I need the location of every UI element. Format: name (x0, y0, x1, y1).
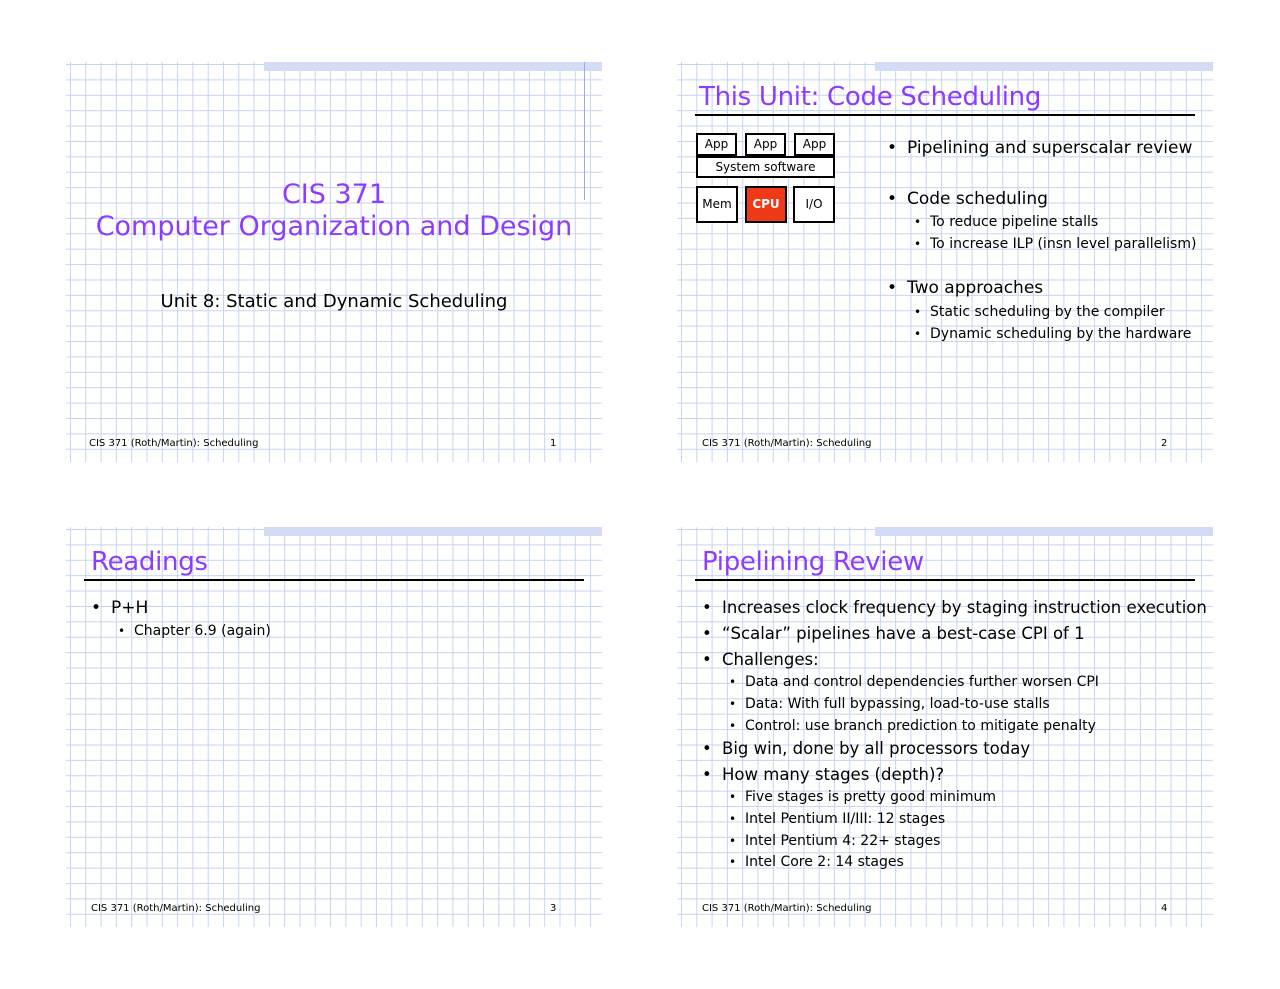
sub-bullet-item: • Dynamic scheduling by the hardware (930, 325, 1191, 343)
mem-box: Mem (696, 186, 738, 223)
course-title: Computer Organization and Design (95, 211, 573, 242)
slide-footer: CIS 371 (Roth/Martin): Scheduling (702, 438, 872, 449)
course-number: CIS 371 (281, 179, 387, 210)
sub-bullet-item: • Data: With full bypassing, load-to-use stalls (745, 695, 1050, 713)
slide-1 (66, 62, 602, 462)
slide-footer: CIS 371 (Roth/Martin): Scheduling (91, 903, 261, 914)
sub-bullet-item: • Control: use branch prediction to mitigate penalty (745, 717, 1096, 735)
slide-3 (66, 527, 602, 927)
sub-bullet-item: • Five stages is pretty good minimum (745, 788, 996, 806)
sub-bullet-item: • Intel Pentium II/III: 12 stages (745, 810, 945, 828)
cpu-box: CPU (745, 186, 787, 223)
header-band (264, 527, 602, 536)
app-box-1: App (696, 133, 737, 156)
slide-number: 1 (550, 438, 557, 449)
slide-number: 2 (1161, 438, 1168, 449)
bullet-item: • Big win, done by all processors today (722, 739, 1030, 759)
app-box-3: App (794, 133, 835, 156)
header-band (264, 62, 602, 71)
bullet-item: • Increases clock frequency by staging instruction execution (722, 598, 1207, 618)
title-rule (695, 114, 1195, 116)
unit-subtitle: Unit 8: Static and Dynamic Scheduling (160, 291, 508, 312)
slide-footer: CIS 371 (Roth/Martin): Scheduling (702, 903, 872, 914)
sub-bullet-item: • To increase ILP (insn level parallelism) (930, 235, 1196, 253)
sub-bullet-item: • To reduce pipeline stalls (930, 213, 1098, 231)
sub-bullet-item: • Intel Core 2: 14 stages (745, 853, 904, 871)
slide-number: 4 (1161, 903, 1168, 914)
title-rule (84, 579, 584, 581)
bullet-item: • P+H (111, 598, 148, 618)
slide-number: 3 (550, 903, 557, 914)
slide-2 (677, 62, 1213, 462)
bullet-item: • “Scalar” pipelines have a best-case CPI of 1 (722, 624, 1085, 644)
slide-4 (677, 527, 1213, 927)
bullet-item: • Code scheduling (907, 189, 1048, 209)
sub-bullet-item: • Data and control dependencies further worsen CPI (745, 673, 1099, 691)
app-box-2: App (745, 133, 786, 156)
sub-bullet-item: • Intel Pentium 4: 22+ stages (745, 832, 940, 850)
slide-title: Readings (91, 547, 208, 577)
bullet-item: • Challenges: (722, 650, 819, 670)
sub-bullet-item: • Static scheduling by the compiler (930, 303, 1165, 321)
bullet-item: • Two approaches (907, 278, 1043, 298)
slide-title: This Unit: Code Scheduling (699, 82, 1042, 112)
io-box: I/O (793, 186, 835, 223)
bullet-item: • Pipelining and superscalar review (907, 138, 1192, 158)
slide-footer: CIS 371 (Roth/Martin): Scheduling (89, 438, 259, 449)
slide-title: Pipelining Review (702, 547, 924, 577)
title-rule (695, 579, 1195, 581)
header-band (875, 527, 1213, 536)
system-software-box: System software (696, 156, 835, 178)
bullet-item: • How many stages (depth)? (722, 765, 944, 785)
sub-bullet-item: • Chapter 6.9 (again) (134, 622, 271, 640)
header-band (875, 62, 1213, 71)
